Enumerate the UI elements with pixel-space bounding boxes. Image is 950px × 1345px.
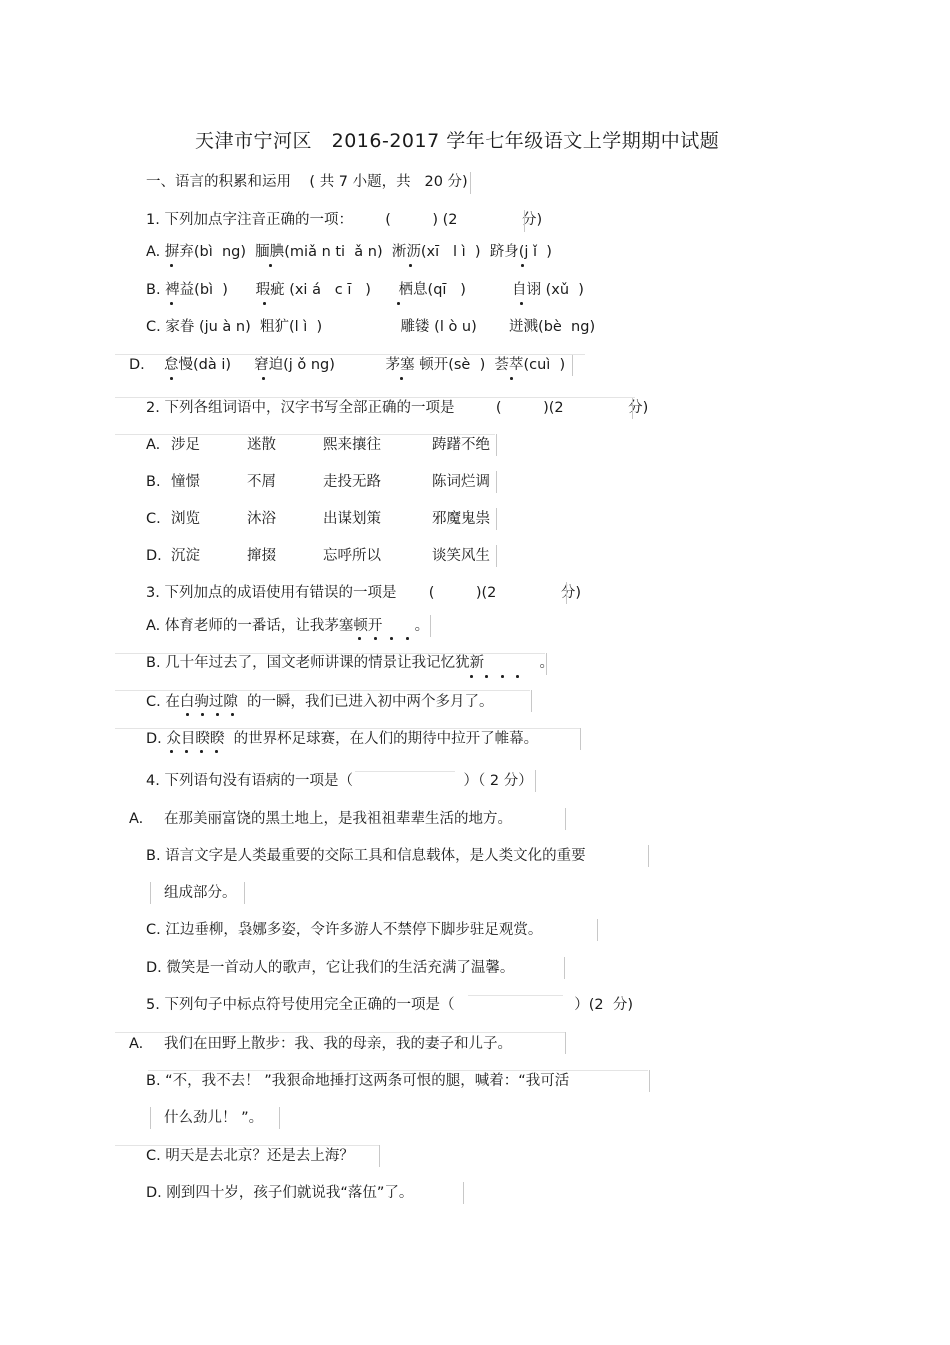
divider — [580, 728, 581, 750]
divider — [524, 210, 525, 232]
q2-c-word3: 出谋划策 — [323, 511, 381, 527]
divider — [379, 1145, 380, 1167]
divider — [150, 1107, 151, 1129]
divider — [115, 690, 530, 691]
q4-option-b: B. 语言文字是人类最重要的交际工具和信息载体，是人类文化的重要 — [146, 848, 586, 864]
q1-option-d: 怠慢(dà i) 窘迫(j ǒ ng) 茅塞 顿开(sè ) 荟萃(cuì ) — [164, 357, 566, 373]
q5-option-b-cont: 什么劲儿！ ”。 — [164, 1110, 264, 1126]
divider — [115, 1032, 565, 1033]
q2-d-word3: 忘呼所以 — [323, 548, 381, 564]
emphasis-dot — [485, 675, 488, 678]
divider — [470, 172, 471, 194]
q2-b-word2: 不屑 — [247, 474, 276, 490]
page-title: 天津市宁河区 2016-2017 学年七年级语文上学期期中试题 — [195, 130, 720, 152]
emphasis-dot — [216, 713, 219, 716]
divider — [546, 653, 547, 675]
emphasis-dot — [262, 377, 265, 380]
q4-option-a: 在那美丽富饶的黑土地上，是我祖祖辈辈生活的地方。 — [164, 811, 512, 827]
divider — [115, 1145, 380, 1146]
q1-option-d-label: D. — [129, 357, 145, 373]
q3-option-b: B. 几十年过去了，国文老师讲课的情景让我记忆犹新 。 — [146, 655, 554, 671]
divider — [496, 508, 497, 530]
divider — [115, 354, 585, 355]
divider — [496, 545, 497, 567]
q2-b-word1: 憧憬 — [171, 474, 200, 490]
q2-d-word1: 沉淀 — [171, 548, 200, 564]
q3-option-a: A. 体育老师的一番话，让我茅塞顿开 。 — [146, 618, 430, 634]
divider — [597, 919, 598, 941]
emphasis-dot — [358, 637, 361, 640]
q1-option-c: C. 家眷 (ju à n) 粗犷(l ì ) 雕镂 (l ò u) 迸溅(bè ng) — [146, 319, 596, 335]
emphasis-dot — [170, 377, 173, 380]
emphasis-dot — [397, 302, 400, 305]
emphasis-dot — [185, 750, 188, 753]
q2-b-label: B. — [146, 474, 161, 490]
q2-a-word3: 熙来攘往 — [323, 437, 381, 453]
q5-option-c: C. 明天是去北京？还是去上海？ — [146, 1148, 354, 1164]
q4-option-a-label: A. — [129, 811, 144, 827]
q2-d-label: D. — [146, 548, 162, 564]
divider — [355, 771, 455, 772]
q2-d-word4: 谈笑风生 — [432, 548, 490, 564]
q2-a-word4: 踌躇不绝 — [432, 437, 490, 453]
divider — [496, 434, 497, 456]
divider — [115, 728, 580, 729]
emphasis-dot — [400, 377, 403, 380]
emphasis-dot — [510, 377, 513, 380]
emphasis-dot — [263, 302, 266, 305]
divider — [468, 995, 563, 996]
emphasis-dot — [406, 637, 409, 640]
divider — [648, 845, 649, 867]
q1-option-b: B. 裨益(bì ) 瑕疵 (xi á c ī ) 栖息(qī ) 自诩 (xǔ ) — [146, 282, 584, 298]
divider — [150, 882, 151, 904]
divider — [531, 690, 532, 712]
emphasis-dot — [186, 713, 189, 716]
q5-option-b: B. “不，我不去！ ”我狠命地捶打这两条可恨的腿，喊着：“我可活 — [146, 1073, 570, 1089]
divider — [565, 1032, 566, 1054]
emphasis-dot — [269, 264, 272, 267]
q2-b-word3: 走投无路 — [323, 474, 381, 490]
section-heading: 一、语言的积累和运用 ( 共 7 小题，共 20 分) — [146, 174, 468, 190]
divider — [115, 397, 635, 398]
q2-b-word4: 陈词烂调 — [432, 474, 490, 490]
divider — [535, 770, 536, 792]
divider — [649, 1070, 650, 1092]
divider — [566, 582, 567, 604]
emphasis-dot — [170, 302, 173, 305]
q1-stem: 1. 下列加点字注音正确的一项： ( ) (2 分) — [146, 212, 543, 228]
divider — [565, 808, 566, 830]
emphasis-dot — [521, 264, 524, 267]
q2-a-word1: 涉足 — [171, 437, 200, 453]
emphasis-dot — [231, 713, 234, 716]
q2-c-word4: 邪魔鬼祟 — [432, 511, 490, 527]
q3-option-c: C. 在白驹过隙 的一瞬，我们已进入初中两个多月了。 — [146, 694, 494, 710]
divider — [572, 354, 573, 376]
divider — [564, 957, 565, 979]
q5-option-d: D. 刚到四十岁，孩子们就说我“落伍”了。 — [146, 1185, 414, 1201]
q4-option-c: C. 江边垂柳，袅娜多姿，令许多游人不禁停下脚步驻足观赏。 — [146, 922, 543, 938]
divider — [148, 1070, 648, 1071]
emphasis-dot — [170, 264, 173, 267]
divider — [632, 397, 633, 419]
emphasis-dot — [200, 750, 203, 753]
q2-d-word2: 撺掇 — [247, 548, 276, 564]
emphasis-dot — [374, 637, 377, 640]
emphasis-dot — [215, 750, 218, 753]
q3-stem: 3. 下列加点的成语使用有错误的一项是 ( )(2 分) — [146, 585, 582, 601]
emphasis-dot — [390, 637, 393, 640]
q2-a-word2: 迷散 — [247, 437, 276, 453]
q5-option-a-label: A. — [129, 1036, 144, 1052]
divider — [279, 1107, 280, 1129]
q5-stem: 5. 下列句子中标点符号使用完全正确的一项是（ ）(2 分) — [146, 997, 634, 1013]
emphasis-dot — [170, 750, 173, 753]
divider — [115, 434, 495, 435]
emphasis-dot — [201, 713, 204, 716]
divider — [463, 1182, 464, 1204]
q5-option-a: 我们在田野上散步：我、我的母亲，我的妻子和儿子。 — [164, 1036, 512, 1052]
q4-stem: 4. 下列语句没有语病的一项是（ ）（ 2 分） — [146, 773, 533, 789]
q3-option-d: D. 众目睽睽 的世界杯足球赛，在人们的期待中拉开了帷幕。 — [146, 731, 539, 747]
emphasis-dot — [516, 675, 519, 678]
q2-a-label: A. — [146, 437, 161, 453]
q2-c-word2: 沐浴 — [247, 511, 276, 527]
divider — [496, 471, 497, 493]
emphasis-dot — [470, 675, 473, 678]
q2-c-word1: 浏览 — [171, 511, 200, 527]
divider — [115, 653, 545, 654]
q2-stem: 2. 下列各组词语中，汉字书写全部正确的一项是 ( )(2 分) — [146, 400, 649, 416]
emphasis-dot — [409, 264, 412, 267]
q4-option-b-cont: 组成部分。 — [164, 885, 237, 901]
q2-c-label: C. — [146, 511, 161, 527]
q1-option-a: A. 摒弃(bì ng) 腼腆(miǎ n ti ǎ n) 淅沥(xī l ì ) 跻身(j ǐ ) — [146, 244, 552, 260]
emphasis-dot — [520, 302, 523, 305]
emphasis-dot — [501, 675, 504, 678]
q4-option-d: D. 微笑是一首动人的歌声，它让我们的生活充满了温馨。 — [146, 960, 515, 976]
divider — [244, 882, 245, 904]
divider — [430, 615, 431, 637]
